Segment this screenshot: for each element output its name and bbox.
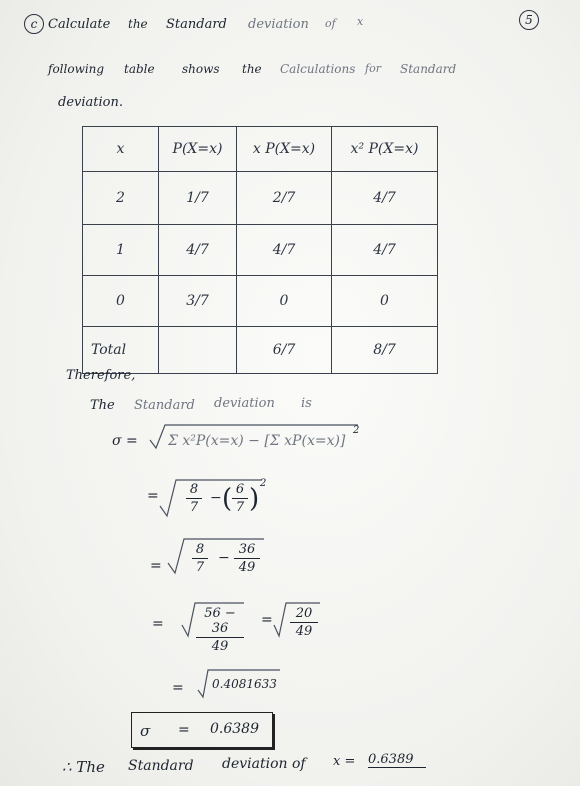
fraction-denominator: 7 (195, 560, 205, 575)
step2-minus: − (218, 550, 230, 566)
table-cell: 8/7 (332, 327, 438, 374)
table-header-cell: P(X=x) (159, 127, 237, 172)
table-header-cell: x (83, 127, 159, 172)
fraction-numerator: 36 (238, 542, 256, 557)
step2-fraction-b (234, 542, 260, 575)
question-marker: c (24, 14, 44, 34)
fraction-numerator: 20 (295, 606, 313, 621)
therefore-label: Therefore, (66, 368, 136, 383)
page-marker: 5 (519, 10, 539, 30)
result-equals: = (178, 722, 190, 738)
fraction-numerator: 8 (189, 482, 199, 497)
step1-paren-close: ) (249, 484, 260, 514)
fraction-bar (290, 622, 318, 623)
header-word: Calculate (48, 17, 111, 32)
fraction-bar (196, 637, 244, 638)
header-word: the (242, 62, 262, 76)
step3-equals: = (152, 616, 164, 632)
table-cell: 4/7 (159, 225, 237, 276)
step2-equals: = (150, 558, 162, 574)
fraction-bar (192, 558, 208, 559)
table-cell: 2 (83, 172, 159, 225)
fraction-denominator: 49 (295, 624, 313, 639)
formula-lhs: σ = (112, 433, 138, 449)
fraction-denominator: 7 (235, 500, 245, 515)
header-word: of (325, 17, 336, 30)
table-cell: 1/7 (159, 172, 237, 225)
step3-fraction-b (290, 606, 318, 639)
step3-fraction-a (196, 606, 244, 654)
sd-intro-word: The (90, 398, 115, 413)
fraction-numerator: 56 − 36 (204, 606, 236, 636)
header-word: shows (182, 62, 220, 76)
header-word: following (48, 62, 105, 76)
fraction-denominator: 49 (238, 560, 256, 575)
header-word: x (357, 15, 364, 28)
header-word: table (124, 62, 155, 76)
header-word: for (365, 62, 381, 75)
header-word: the (128, 17, 148, 31)
table-cell: 4/7 (332, 172, 438, 225)
table-cell: 3/7 (159, 276, 237, 327)
step3-equals-2: = (261, 612, 273, 628)
fraction-numerator: 8 (195, 542, 205, 557)
fraction-denominator: 7 (189, 500, 199, 515)
step2-fraction-a (192, 542, 208, 575)
conclusion-value: 0.6389 (368, 752, 426, 768)
header-word: deviation. (58, 95, 123, 110)
step1-equals: = (147, 488, 159, 504)
fraction-bar (234, 558, 260, 559)
header-word: Standard (166, 17, 227, 32)
result-box (131, 712, 273, 748)
result-sigma: σ (140, 722, 151, 740)
table-cell: 2/7 (237, 172, 332, 225)
conclusion-text: deviation of (222, 756, 306, 772)
table-header-cell: x P(X=x) (237, 127, 332, 172)
step1-minus: − (210, 490, 222, 506)
step1-fraction-a (186, 482, 202, 515)
result-value: 0.6389 (210, 721, 259, 737)
fraction-numerator: 6 (235, 482, 245, 497)
table-cell: 0 (237, 276, 332, 327)
sd-intro-word: deviation (214, 396, 275, 411)
header-word: Standard (400, 62, 457, 76)
table-cell: 6/7 (237, 327, 332, 374)
conclusion-var: x = (333, 754, 356, 769)
step1-fraction-b (232, 482, 248, 515)
table-cell: 0 (332, 276, 438, 327)
conclusion-standard: Standard (128, 758, 194, 774)
table-header-cell: x² P(X=x) (332, 127, 438, 172)
step4-equals: = (172, 680, 184, 696)
table-cell: Total (83, 327, 159, 374)
sd-intro-word: is (301, 396, 312, 411)
sd-intro-word: Standard (134, 398, 195, 413)
table-cell: 4/7 (237, 225, 332, 276)
header-word: Calculations (280, 62, 356, 76)
table-cell: 0 (83, 276, 159, 327)
step1-exponent: 2 (260, 478, 267, 489)
step1-paren-open: ( (222, 484, 233, 514)
formula-body: Σ x²P(x=x) − [Σ xP(x=x)] (168, 433, 346, 449)
fraction-bar (232, 498, 248, 499)
table-cell: 1 (83, 225, 159, 276)
formula-exponent: 2 (353, 425, 360, 436)
table-cell: 4/7 (332, 225, 438, 276)
fraction-denominator: 49 (211, 639, 229, 654)
header-word: deviation (248, 17, 309, 32)
conclusion-prefix: ∴ The (62, 758, 105, 776)
fraction-bar (186, 498, 202, 499)
step4-value: 0.4081633 (212, 677, 277, 691)
